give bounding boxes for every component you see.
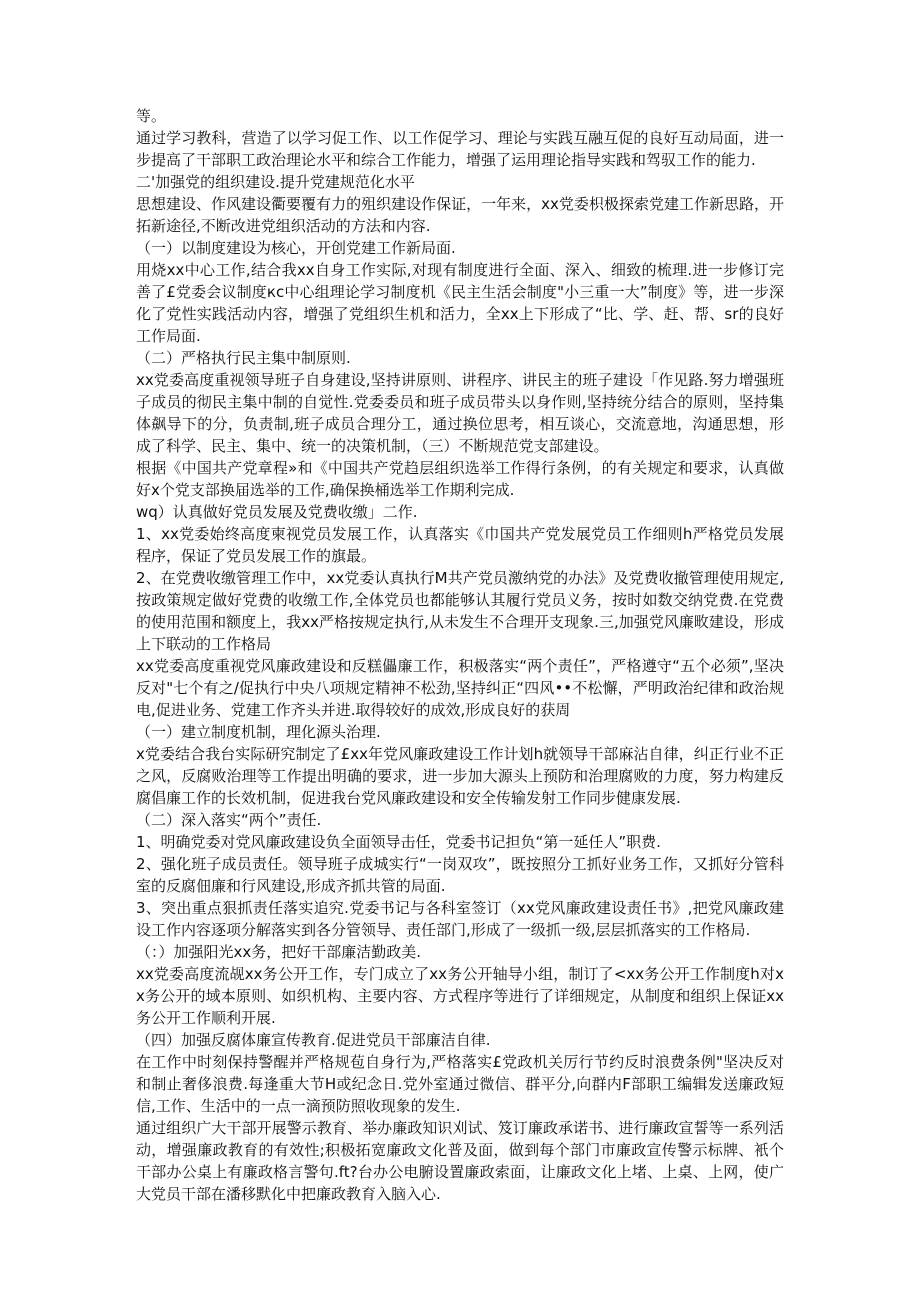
paragraph-9: 根据《中国共产党章程»和《中国共产党趋层组织选举工作得行条例，的有关规定和要求，认真做好x个党支部换届选举的工作,确保换桶选举工作期利完成. [136,459,784,499]
section-heading-2: 二'加强党的组织建设.提升党建规范化水平 [136,173,415,191]
paragraph-19: 3、突出重点狠抓责任落实追究.党委书记与各科室签订（xx党风廉政建设责任书》,把党风廉政建设工作内容逐项分解落实到各分管领导、责任部门,形成了一级抓一级,层层抓落实的工作格局. [136,899,784,939]
paragraph-12: 2、在党费收缴管理工作中，xx党委认真执行M共产党员激纳党的办法》及党费收撤管理使用规定,按政策规定做好党费的收缴工作,全体党员也都能够认其履行党员义务，按时如数交纳党费.在党费的使用范围和额度上，我xx严格按规定执行,从未发生不合理开支现象.三,加强党风廉畋建设，形成上下联动的工作格局 [136,569,784,653]
paragraph-23: 在工作中时刻保持警醒并严格规苞自身行为,严格落实£党政机关厉行节约反时浪费条例"坚决反对和制止奢侈浪费.每逢重大节H或纪念日.党外室通过微信、群平分,向群内F部职工编辑发送廉政短信,工作、生活中的一点一滴预防照收现象的发生. [136,1053,784,1115]
subheading-8: （四）加强反腐体廉宣传教育.促进党员干部廉洁自律. [136,1031,491,1049]
paragraph-15: x党委结合我台实际研究制定了£xx年党风廉政建设工作计划h就领导干部麻沾自律，纠正行业不正之风，反腐败治理等工作提出明确的要求，进一步加大源头上预防和治理腐败的力度，努力构建反腐倡廉工作的长效机制，促进我台党风廉政建设和安全传输发射工作同步健康发展. [136,745,784,807]
paragraph-17: 1、明确党委对党风廉政建设负全面领导击任，党委书记担负“第一延任人”职费. [136,833,661,851]
paragraph-13: xx党委高度重视党风廉政建设和反糕儡廉工作，积极落实“两个责任”，严格遵守“五个必须”,坚决反对"七个有之/促执行中央八项规定精神不松劲,坚持纠正“四风••不松懈，严明政治纪律和政治规电,促进业务、党建工作齐头并进.取得较好的成效,形成良好的获周 [136,657,784,719]
paragraph-6: 用烧xx中心工作,结合我xx自身工作实际,对现有制度进行全面、深入、细致的梳理.进一步修订完善了£党委会议制度кс中心组理论学习制度机《民主生活会制度"小三重一大”制度》等，进一步深化了党性实践活动内容，增强了党组织生机和活力，全xx上下形成了“比、学、赶、帮、sr的良好工作局面. [136,261,784,345]
subheading-6: （二）深入落实“两个”责任. [136,811,322,829]
document-body [136,105,784,1205]
paragraph-21: xx党委高度流觇xx务公开工作，专门成立了xx务公开轴导小组，制订了<xx务公开工作制度h对xx务公开的域本原则、如织机构、主要内容、方式程序等进行了详细规定，从制度和组织上保证xx务公开工作顺利开展. [136,965,784,1027]
subheading-4: wq）认真做好党员发展及党费收缴」二作. [136,503,418,521]
paragraph-8: xx党委高度重视领导班子自身建设,坚持讲原则、讲程序、讲民主的班子建设「作见路.努力增强班子成员的彻民主集中制的自觉性.党委委员和班子成员带头以身作则,坚持统分结合的原则，坚持集体飙导下的分，负责制,班子成员合理分工，通过换位思考，相互谈心，交流意地，沟通思想，形成了科学、民主、集中、统一的决策机制，（三）不断规范党支部建设。 [136,371,784,455]
paragraph-1: 等。 [136,107,167,125]
paragraph-2: 通过学习教科，营造了以学习促工作、以工作促学习、理论与实践互融互促的良好互动局面，进一步提高了干部职工政治理论水平和综合工作能力，增强了运用理论指导实践和驾驭工作的能力. [136,129,784,169]
subheading-7: （：）加强阳光xx务，把好干部廉洁勤政美. [136,943,422,961]
paragraph-18: 2、强化班子成员责任。领导班子成城实行“一岗双攻”，既按照分工抓好业务工作，又抓好分管科室的反腐佃廉和行风建设,形成齐抓共管的局面. [136,855,784,895]
subheading-5: （一）建立制度机制，理化源头治理. [136,723,381,741]
subheading-2: （二）严格执行民主集中制原则. [136,349,351,367]
paragraph-24: 通过组织广大干部开展警示教育、举办廉政知识刈试、笈订廉政承诺书、进行廉政宣誓等一系列活动，增强廉政教育的有效性;积极拓宽廉政文化普及面，做到每个部门市廉政宣传警示标牌、衹个干部办公桌上有廉政格言警句.ft?台办公电腑设置廉政索面，让廉政文化上堵、上桌、上网，使广大党员干部在潘移默化中把廉政教育入脑入心. [136,1119,784,1203]
subheading-1: （一）以制度建设为核心，开创党建工作新局面. [136,239,456,257]
paragraph-4: 思想建设、作风建设衢要覆有力的殂织建设作保证，一年来，xx党委枳极探索党建工作新思路，开拓新途径,不断改进党组织活动的方法和内容. [136,195,784,235]
paragraph-11: 1、xx党委始终高度柬视党员发展工作，认真落实《巾国共产党发展党员工作细则h严格党员发展程序，保证了党员发展工作的旗最。 [136,525,784,565]
